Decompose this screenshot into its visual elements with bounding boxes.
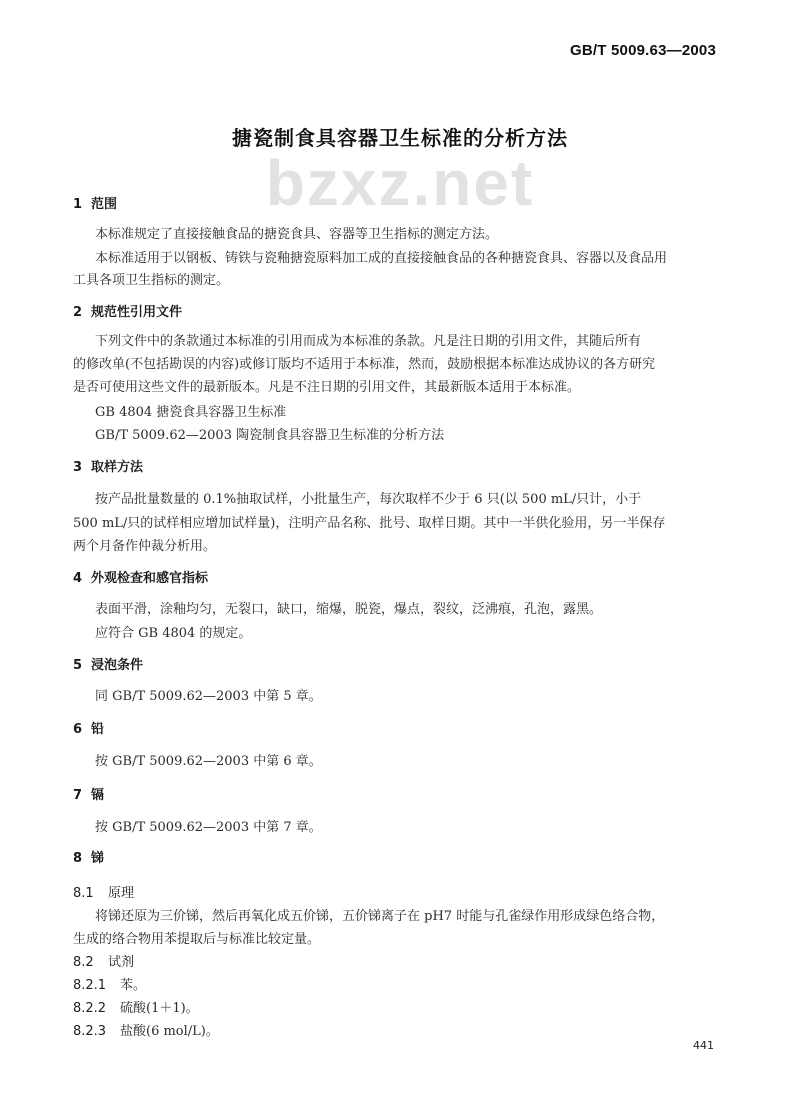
section-6-number: 6	[73, 722, 83, 737]
item-8-2-3-text: 盐酸(6 mol/L)。	[120, 1024, 219, 1039]
subsection-8-2-number: 8.2	[73, 955, 94, 970]
subsection-8-1-line-2: 生成的络合物用苯提取后与标准比较定量。	[73, 932, 321, 947]
section-2-number: 2	[73, 305, 83, 320]
section-3-line-1: 按产品批量数量的 0.1%抽取试样，小批量生产，每次取样不少于 6 只(以 500 mL/只计，小于	[95, 492, 642, 507]
section-1-line-2: 本标准适用于以钢板、铸铁与瓷釉搪瓷原料加工成的直接接触食品的各种搪瓷食具、容器以及食品用	[95, 251, 668, 266]
item-8-2-1-number: 8.2.1	[73, 978, 107, 993]
section-2-line-2: 的修改单(不包括勘误的内容)或修订版均不适用于本标准，然而，鼓励根据本标准达成协议的各方研究	[73, 357, 656, 372]
item-8-2-3-number: 8.2.3	[73, 1024, 107, 1039]
section-1-number: 1	[73, 197, 83, 212]
section-2-line-3: 是否可使用这些文件的最新版本。凡是不注日期的引用文件，其最新版本适用于本标准。	[73, 380, 581, 395]
section-6-line-1: 按 GB/T 5009.62—2003 中第 6 章。	[95, 754, 322, 769]
section-1-title: 范围	[91, 197, 118, 212]
section-6-title: 铅	[91, 722, 105, 737]
section-8-number: 8	[73, 851, 83, 866]
section-5-number: 5	[73, 658, 83, 673]
subsection-8-1-line-1: 将锑还原为三价锑，然后再氧化成五价锑，五价锑离子在 pH7 时能与孔雀绿作用形成绿色络合物，	[95, 909, 665, 924]
section-3-line-3: 两个月备作仲裁分析用。	[73, 539, 217, 554]
item-8-2-1-text: 苯。	[120, 978, 147, 993]
section-7-line-1: 按 GB/T 5009.62—2003 中第 7 章。	[95, 820, 322, 835]
subsection-8-1-number: 8.1	[73, 886, 94, 901]
subsection-8-1-title: 原理	[108, 886, 135, 901]
section-2-ref-1: GB 4804 搪瓷食具容器卫生标准	[95, 405, 287, 420]
item-8-2-2-number: 8.2.2	[73, 1001, 107, 1016]
item-8-2-2-text: 硫酸(1＋1)。	[120, 1001, 199, 1016]
section-5-title: 浸泡条件	[91, 658, 144, 673]
section-4-line-2: 应符合 GB 4804 的规定。	[95, 626, 252, 641]
section-4-number: 4	[73, 571, 83, 586]
section-2-line-1: 下列文件中的条款通过本标准的引用而成为本标准的条款。凡是注日期的引用文件，其随后所有	[95, 334, 642, 349]
section-1-line-1: 本标准规定了直接接触食品的搪瓷食具、容器等卫生指标的测定方法。	[95, 227, 499, 242]
section-2-title: 规范性引用文件	[91, 305, 183, 320]
section-8-title: 锑	[91, 851, 105, 866]
section-4-title: 外观检查和感官指标	[91, 571, 209, 586]
standard-code: GB/T 5009.63—2003	[570, 42, 716, 59]
section-7-number: 7	[73, 788, 83, 803]
section-3-number: 3	[73, 460, 83, 475]
section-3-title: 取样方法	[91, 460, 144, 475]
section-7-title: 镉	[91, 788, 105, 803]
section-2-ref-2: GB/T 5009.62—2003 陶瓷制食具容器卫生标准的分析方法	[95, 428, 445, 443]
page-number: 441	[693, 1039, 714, 1052]
watermark: bzxz.net	[265, 147, 535, 219]
subsection-8-2-title: 试剂	[108, 955, 135, 970]
document-title: 搪瓷制食具容器卫生标准的分析方法	[232, 126, 568, 150]
section-1-line-3: 工具各项卫生指标的测定。	[73, 273, 230, 288]
section-5-line-1: 同 GB/T 5009.62—2003 中第 5 章。	[95, 689, 322, 704]
section-3-line-2: 500 mL/只的试样相应增加试样量)，注明产品名称、批号、取样日期。其中一半供化验用，另一半保存	[73, 516, 666, 531]
section-4-line-1: 表面平滑，涂釉均匀，无裂口，缺口，缩爆，脱瓷，爆点，裂纹，泛沸痕，孔泡，露黑。	[95, 602, 603, 617]
